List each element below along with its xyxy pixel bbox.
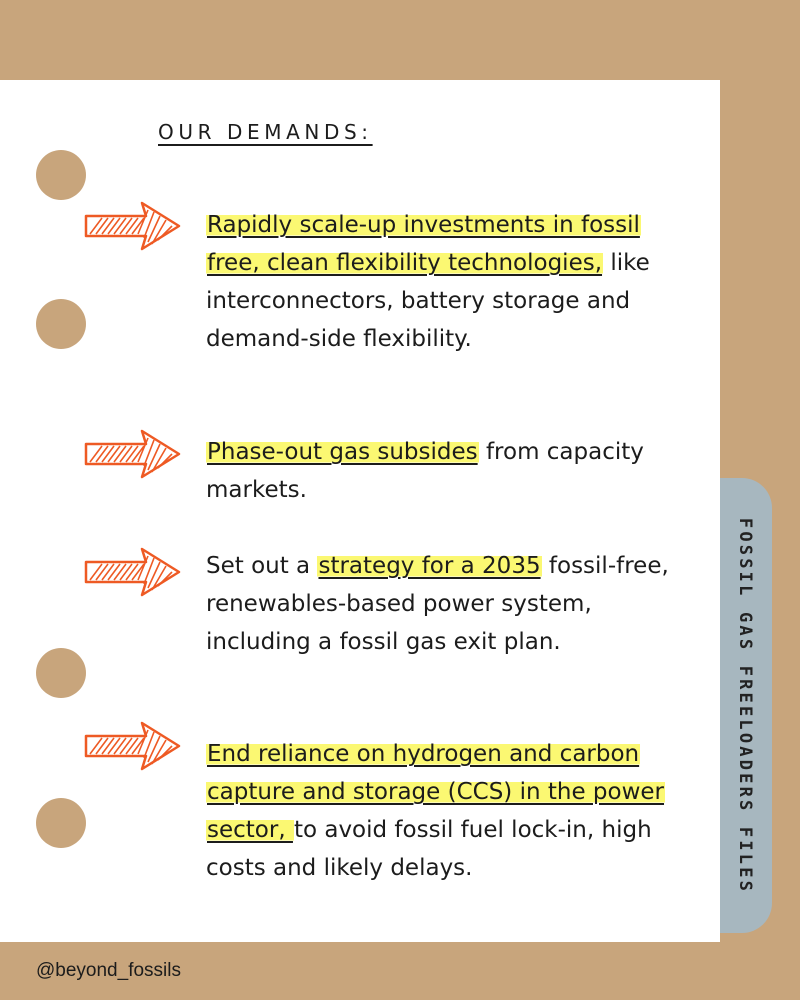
arrow-icon (82, 720, 182, 772)
demand-text: fossil-free, renewables-based power system, including a fossil gas exit plan. (206, 553, 669, 655)
demand-text-lead: Set out a (206, 553, 318, 579)
demand-item (206, 433, 676, 509)
arrow-icon (82, 428, 182, 480)
binder-hole (36, 299, 86, 349)
demand-item (206, 206, 676, 358)
demand-highlight: Phase-out gas subsides (207, 439, 478, 465)
arrow-icon (82, 546, 182, 598)
demand-highlight: End reliance on hydrogen and carbon capture and storage (CCS) in the power sector, (207, 741, 665, 843)
demand-text: from capacity markets. (206, 439, 644, 503)
page-title: OUR DEMANDS: (158, 120, 373, 144)
arrow-icon (82, 200, 182, 252)
demand-item (206, 735, 676, 887)
demand-item (206, 547, 676, 661)
binder-hole (36, 648, 86, 698)
social-handle: @beyond_fossils (36, 960, 181, 981)
demand-highlight: Rapidly scale-up investments in fossil free, clean flexibility technologies, (207, 212, 640, 276)
demand-highlight: strategy for a 2035 (318, 553, 541, 579)
demand-text: to avoid fossil fuel lock-in, high costs and likely delays. (206, 817, 652, 881)
demand-text: like interconnectors, battery storage and demand-side flexibility. (206, 250, 650, 352)
binder-hole (36, 798, 86, 848)
binder-hole (36, 150, 86, 200)
side-tab-label: FOSSIL GAS FREELOADERS FILES (735, 517, 755, 895)
